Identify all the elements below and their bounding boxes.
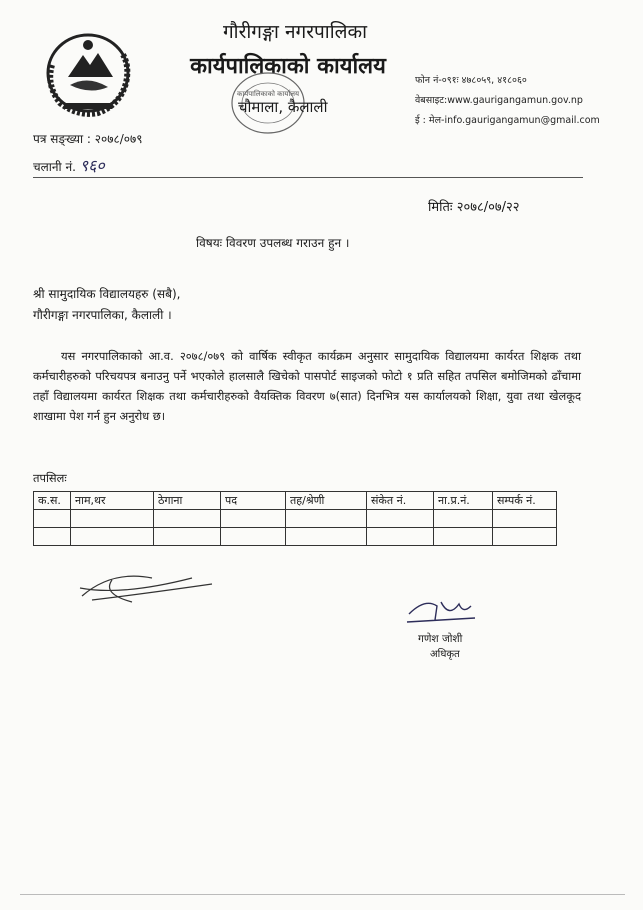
table-cell [286, 528, 367, 546]
dispatch-number [33, 154, 105, 176]
table-row [34, 510, 557, 528]
date-label: मितिः [428, 200, 453, 215]
table-cell [493, 528, 557, 546]
table-cell [71, 510, 154, 528]
table-header: तह/श्रेणी [286, 492, 367, 510]
letter-body: यस नगरपालिकाको आ.व. २०७८/०७९ को वार्षिक स्वीकृत कार्यक्रम अनुसार सामुदायिक विद्यालयमा कार्यरत शिक्षक तथा कर्मचारीहरुको परिचयपत्र बनाउनु पर्ने भएकोले हालसालै खिचेको पासपोर्ट साइजको फोटो १ प्रति सहित तपसिल बमोजिमको ढाँचामा तहाँ विद्यालयमा कार्यरत शिक्षक तथा कर्मचारीहरुको वैयक्तिक विवरण ७(सात) दिनभित्र यस कार्यालयको शिक्षा, युवा तथा खेलकूद शाखामा पेश गर्न हुन अनुरोध छ। [33, 349, 581, 423]
tapasil-label: तपसिलः [33, 471, 67, 485]
table-header: ना.प्र.नं. [434, 492, 493, 510]
table-cell [434, 528, 493, 546]
letter-date [428, 197, 520, 215]
office-title: कार्यपालिकाको कार्यालय [190, 53, 386, 79]
table-cell [71, 528, 154, 546]
table-header: क.स. [34, 492, 71, 510]
table-cell [493, 510, 557, 528]
table-cell [286, 510, 367, 528]
signature [405, 592, 480, 630]
table-header-row [34, 492, 557, 510]
stamp-text: कार्यपालिकाको कार्यालय [236, 90, 300, 98]
table-header: ठेगाना [154, 492, 221, 510]
subject-line: विषयः विवरण उपलब्ध गराउन हुन । [196, 236, 350, 250]
nepal-emblem-logo [38, 25, 138, 121]
dispatch-number-value: ९६० [79, 156, 105, 175]
table-cell [154, 528, 221, 546]
office-name: गौरीगङ्गा नगरपालिका [222, 21, 368, 43]
table-header: नाम,थर [71, 492, 154, 510]
letter-number-value: २०७८/०७९ [94, 132, 143, 146]
dispatch-number-label: चलानी नं. [33, 160, 76, 174]
addressee-line-2: गौरीगङ्गा नगरपालिका, कैलाली । [33, 308, 172, 322]
letter-number [33, 130, 143, 147]
table-cell [221, 528, 286, 546]
table-header: संकेत नं. [367, 492, 434, 510]
details-table [33, 491, 557, 546]
table-cell [434, 510, 493, 528]
table-cell [154, 510, 221, 528]
footer-divider [20, 894, 625, 895]
office-place: चौमाला, कैलाली [238, 98, 328, 116]
email-address: ई : मेल-info.gaurigangamun@gmail.com [415, 115, 600, 126]
letter-number-label: पत्र सङ्ख्या : [33, 132, 91, 146]
signatory-post: अधिकृत [430, 649, 460, 660]
initial-scribble [72, 566, 222, 608]
table-header: पद [221, 492, 286, 510]
signatory-name: गणेश जोशी [418, 633, 463, 645]
addressee-line-1: श्री सामुदायिक विद्यालयहरु (सबै), [33, 287, 181, 301]
website-link: वेबसाइट:www.gaurigangamun.gov.np [415, 95, 583, 106]
table-cell [367, 510, 434, 528]
phone-number: फोन नं-०९१ः ४७८०५९, ४१८०६० [415, 75, 527, 86]
table-cell [34, 528, 71, 546]
table-cell [221, 510, 286, 528]
table-row [34, 528, 557, 546]
table-cell [367, 528, 434, 546]
table-cell [34, 510, 71, 528]
date-value: २०७८/०७/२२ [456, 200, 520, 215]
header-divider [33, 177, 583, 178]
table-header: सम्पर्क नं. [493, 492, 557, 510]
